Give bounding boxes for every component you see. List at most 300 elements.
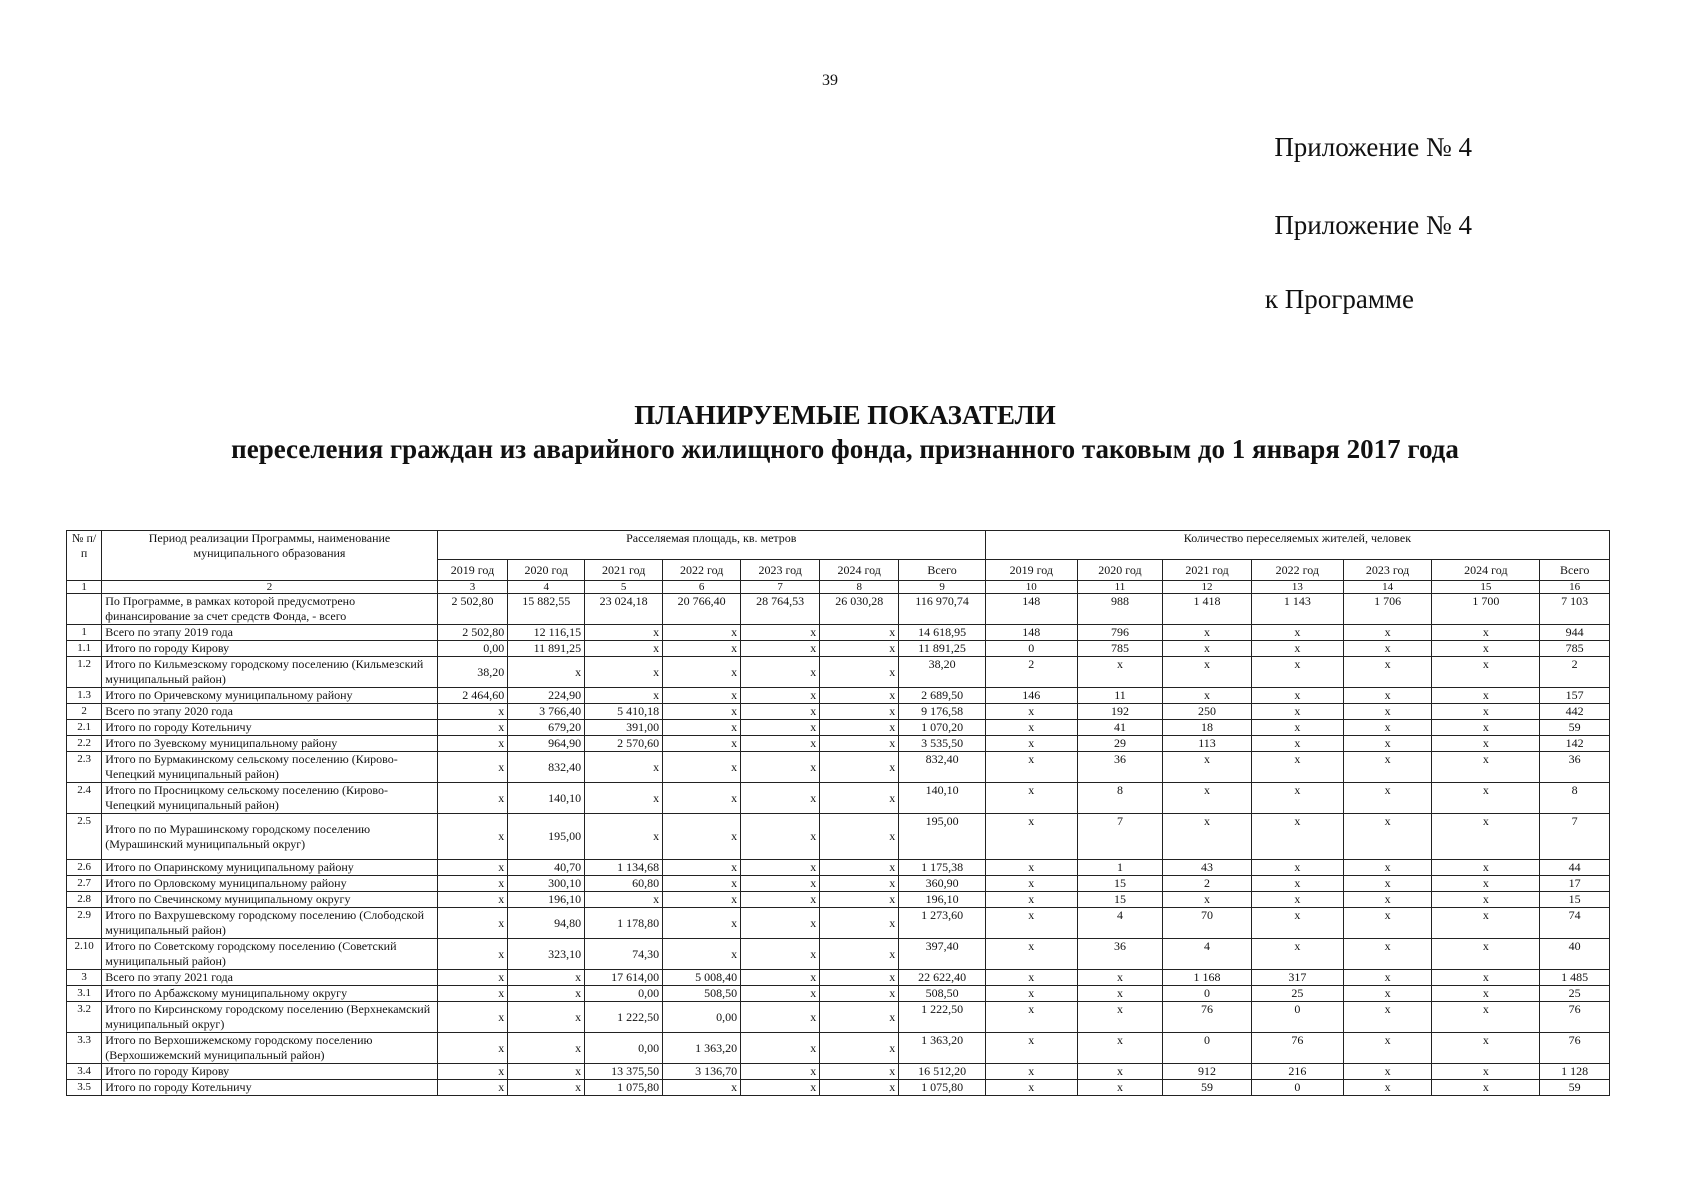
people-total-cell: 7 (1540, 814, 1610, 860)
area-cell: x (820, 970, 899, 986)
people-cell: 29 (1077, 736, 1162, 752)
column-number: 5 (585, 581, 663, 594)
row-number: 2 (67, 704, 102, 720)
area-cell: x (508, 970, 585, 986)
column-number: 3 (437, 581, 508, 594)
area-total-cell: 1 175,38 (899, 860, 986, 876)
table-row (67, 783, 1610, 814)
area-total-cell: 1 070,20 (899, 720, 986, 736)
row-number: 3.5 (67, 1080, 102, 1096)
people-cell: 11 (1077, 688, 1162, 704)
people-cell: 2 (1163, 876, 1252, 892)
column-number: 15 (1432, 581, 1540, 594)
people-total-cell: 15 (1540, 892, 1610, 908)
people-cell: x (1077, 1033, 1162, 1064)
people-cell: x (1432, 688, 1540, 704)
table-row (67, 939, 1610, 970)
area-cell: x (820, 1080, 899, 1096)
people-cell: 1 143 (1251, 594, 1343, 625)
area-cell: x (437, 1064, 508, 1080)
area-cell: x (663, 688, 741, 704)
area-cell: x (820, 860, 899, 876)
area-cell: 1 222,50 (585, 1002, 663, 1033)
area-cell: x (741, 657, 820, 688)
people-cell: 15 (1077, 892, 1162, 908)
area-total-cell: 22 622,40 (899, 970, 986, 986)
area-cell: 391,00 (585, 720, 663, 736)
area-cell: x (820, 939, 899, 970)
people-cell: x (1343, 1080, 1432, 1096)
area-cell: x (741, 970, 820, 986)
people-cell: 15 (1077, 876, 1162, 892)
area-total-cell: 1 363,20 (899, 1033, 986, 1064)
area-cell: x (437, 860, 508, 876)
people-cell: x (1432, 892, 1540, 908)
people-cell: x (1251, 720, 1343, 736)
area-total-cell: 140,10 (899, 783, 986, 814)
area-cell: x (437, 970, 508, 986)
municipality-name: Итого по Кирсинскому городскому поселению (Верхнекамский муниципальный округ) (102, 1002, 437, 1033)
people-total-cell: 76 (1540, 1033, 1610, 1064)
area-cell: 12 116,15 (508, 625, 585, 641)
row-number: 2.7 (67, 876, 102, 892)
area-cell: 23 024,18 (585, 594, 663, 625)
area-cell: x (585, 814, 663, 860)
column-number: 1 (67, 581, 102, 594)
area-cell: x (663, 939, 741, 970)
people-cell: x (1343, 876, 1432, 892)
area-cell: x (663, 814, 741, 860)
municipality-name: Итого по Кильмезскому городскому поселению (Кильмезский муниципальный район) (102, 657, 437, 688)
area-cell: x (820, 1064, 899, 1080)
area-cell: 0,00 (585, 1033, 663, 1064)
column-number: 16 (1540, 581, 1610, 594)
area-total-cell: 11 891,25 (899, 641, 986, 657)
row-number: 2.3 (67, 752, 102, 783)
people-cell: x (1077, 986, 1162, 1002)
people-cell: x (1432, 986, 1540, 1002)
people-cell: x (1251, 908, 1343, 939)
area-cell: x (585, 657, 663, 688)
people-cell: x (985, 939, 1077, 970)
people-cell: 0 (1163, 1033, 1252, 1064)
area-cell: x (437, 720, 508, 736)
area-cell: x (741, 939, 820, 970)
people-cell: x (1432, 1080, 1540, 1096)
column-number: 13 (1251, 581, 1343, 594)
area-cell: x (585, 752, 663, 783)
area-total-cell: 9 176,58 (899, 704, 986, 720)
people-cell: x (1343, 657, 1432, 688)
people-cell: 4 (1163, 939, 1252, 970)
area-cell: x (508, 1002, 585, 1033)
people-cell: x (1432, 704, 1540, 720)
area-total-cell: 2 689,50 (899, 688, 986, 704)
people-cell: x (1077, 1080, 1162, 1096)
row-number: 3.2 (67, 1002, 102, 1033)
area-cell: x (663, 736, 741, 752)
people-cell: x (1432, 625, 1540, 641)
people-cell: x (1343, 736, 1432, 752)
header-people-year: 2021 год (1163, 560, 1252, 581)
municipality-name: Всего по этапу 2021 года (102, 970, 437, 986)
area-cell: x (820, 657, 899, 688)
people-cell: 70 (1163, 908, 1252, 939)
area-cell: x (437, 1002, 508, 1033)
header-area-year: 2019 год (437, 560, 508, 581)
column-number: 2 (102, 581, 437, 594)
header-area-year: 2020 год (508, 560, 585, 581)
people-cell: x (1432, 970, 1540, 986)
table-row (67, 814, 1610, 860)
area-cell: x (508, 1080, 585, 1096)
area-cell: x (585, 688, 663, 704)
area-cell: x (437, 1080, 508, 1096)
municipality-name: Итого по Вахрушевскому городскому поселению (Слободской муниципальный район) (102, 908, 437, 939)
people-cell: x (1432, 876, 1540, 892)
people-cell: x (1432, 657, 1540, 688)
people-cell: x (1343, 892, 1432, 908)
people-cell: 0 (1163, 986, 1252, 1002)
municipality-name: По Программе, в рамках которой предусмотрено финансирование за счет средств Фонда, - всего (102, 594, 437, 625)
column-number: 10 (985, 581, 1077, 594)
people-cell: x (985, 814, 1077, 860)
area-cell: x (820, 892, 899, 908)
table-row (67, 1064, 1610, 1080)
people-cell: x (1251, 876, 1343, 892)
people-cell: x (985, 1064, 1077, 1080)
people-total-cell: 944 (1540, 625, 1610, 641)
area-cell: 13 375,50 (585, 1064, 663, 1080)
area-cell: x (508, 657, 585, 688)
area-cell: x (741, 876, 820, 892)
column-number: 12 (1163, 581, 1252, 594)
area-cell: x (820, 1033, 899, 1064)
row-number: 1.2 (67, 657, 102, 688)
header-people-year: Всего (1540, 560, 1610, 581)
people-total-cell: 40 (1540, 939, 1610, 970)
people-cell: 1 418 (1163, 594, 1252, 625)
area-cell: 26 030,28 (820, 594, 899, 625)
people-total-cell: 59 (1540, 1080, 1610, 1096)
people-cell: 4 (1077, 908, 1162, 939)
area-cell: 17 614,00 (585, 970, 663, 986)
area-cell: x (508, 1033, 585, 1064)
area-cell: x (741, 892, 820, 908)
people-cell: x (1251, 688, 1343, 704)
header-people-year: 2019 год (985, 560, 1077, 581)
municipality-name: Итого по Бурмакинскому сельскому поселению (Кирово-Чепецкий муниципальный район) (102, 752, 437, 783)
area-cell: x (663, 892, 741, 908)
area-cell: x (663, 1080, 741, 1096)
area-cell: x (663, 783, 741, 814)
people-cell: x (985, 704, 1077, 720)
people-cell: x (1163, 814, 1252, 860)
people-cell: x (1343, 641, 1432, 657)
area-cell: x (741, 720, 820, 736)
area-cell: x (437, 908, 508, 939)
people-cell: 36 (1077, 939, 1162, 970)
people-cell: x (1432, 1064, 1540, 1080)
area-cell: 832,40 (508, 752, 585, 783)
people-total-cell: 36 (1540, 752, 1610, 783)
area-cell: x (820, 720, 899, 736)
people-cell: x (1251, 641, 1343, 657)
area-total-cell: 195,00 (899, 814, 986, 860)
people-cell: x (985, 783, 1077, 814)
area-cell: 2 570,60 (585, 736, 663, 752)
row-number: 3.3 (67, 1033, 102, 1064)
people-cell: x (985, 1002, 1077, 1033)
people-total-cell: 7 103 (1540, 594, 1610, 625)
people-cell: x (1251, 752, 1343, 783)
area-cell: x (741, 736, 820, 752)
people-cell: 1 706 (1343, 594, 1432, 625)
area-cell: 94,80 (508, 908, 585, 939)
row-number (67, 594, 102, 625)
people-cell: x (1077, 657, 1162, 688)
table-body (67, 594, 1610, 1096)
people-cell: 317 (1251, 970, 1343, 986)
area-cell: 140,10 (508, 783, 585, 814)
municipality-name: Итого по Зуевскому муниципальному району (102, 736, 437, 752)
row-number: 3.4 (67, 1064, 102, 1080)
row-number: 2.2 (67, 736, 102, 752)
area-cell: x (741, 1080, 820, 1096)
row-number: 2.4 (67, 783, 102, 814)
page-number: 39 (822, 72, 838, 89)
people-cell: x (1251, 814, 1343, 860)
row-number: 2.1 (67, 720, 102, 736)
area-cell: 679,20 (508, 720, 585, 736)
people-cell: x (985, 1033, 1077, 1064)
people-total-cell: 1 128 (1540, 1064, 1610, 1080)
people-cell: 41 (1077, 720, 1162, 736)
municipality-name: Итого по Просницкому сельскому поселению (Кирово-Чепецкий муниципальный район) (102, 783, 437, 814)
area-cell: x (741, 1064, 820, 1080)
area-cell: x (585, 625, 663, 641)
area-cell: x (820, 752, 899, 783)
area-total-cell: 508,50 (899, 986, 986, 1002)
people-cell: 76 (1163, 1002, 1252, 1033)
people-cell: x (1432, 752, 1540, 783)
people-cell: x (985, 1080, 1077, 1096)
people-cell: x (1251, 892, 1343, 908)
people-cell: x (1163, 657, 1252, 688)
document-title (0, 398, 1690, 466)
area-cell: 2 502,80 (437, 625, 508, 641)
area-cell: x (820, 814, 899, 860)
people-cell: 216 (1251, 1064, 1343, 1080)
area-cell: x (820, 736, 899, 752)
area-cell: x (585, 783, 663, 814)
people-cell: 988 (1077, 594, 1162, 625)
area-cell: x (663, 704, 741, 720)
area-cell: 196,10 (508, 892, 585, 908)
area-cell: x (437, 939, 508, 970)
people-cell: x (1077, 1002, 1162, 1033)
column-number: 8 (820, 581, 899, 594)
header-people-year: 2022 год (1251, 560, 1343, 581)
header-area-year: Всего (899, 560, 986, 581)
people-cell: x (1343, 704, 1432, 720)
municipality-name: Итого по Орловскому муниципальному району (102, 876, 437, 892)
people-cell: x (1432, 736, 1540, 752)
people-cell: x (1343, 1064, 1432, 1080)
indicators-table (66, 530, 1610, 1096)
area-cell: x (820, 688, 899, 704)
people-cell: 1 168 (1163, 970, 1252, 986)
area-cell: 0,00 (585, 986, 663, 1002)
people-cell: x (1432, 1033, 1540, 1064)
people-cell: 0 (1251, 1002, 1343, 1033)
area-cell: x (437, 876, 508, 892)
area-cell: x (437, 1033, 508, 1064)
people-cell: x (1432, 641, 1540, 657)
header-number: № п/п (67, 531, 102, 581)
area-cell: 0,00 (663, 1002, 741, 1033)
people-cell: 76 (1251, 1033, 1343, 1064)
people-cell: x (1343, 908, 1432, 939)
column-number: 9 (899, 581, 986, 594)
people-cell: 0 (985, 641, 1077, 657)
area-cell: x (741, 1033, 820, 1064)
people-cell: x (1343, 860, 1432, 876)
row-number: 3.1 (67, 986, 102, 1002)
people-cell: x (1343, 752, 1432, 783)
people-cell: 59 (1163, 1080, 1252, 1096)
area-cell: x (741, 814, 820, 860)
people-total-cell: 157 (1540, 688, 1610, 704)
people-total-cell: 785 (1540, 641, 1610, 657)
table-row (67, 594, 1610, 625)
people-cell: x (1432, 1002, 1540, 1033)
people-cell: x (1251, 736, 1343, 752)
area-total-cell: 1 075,80 (899, 1080, 986, 1096)
appendix-program-label: к Программе (1264, 284, 1414, 314)
people-cell: x (985, 970, 1077, 986)
people-cell: 25 (1251, 986, 1343, 1002)
people-cell: 1 700 (1432, 594, 1540, 625)
municipality-name: Итого по Советскому городскому поселению (Советский муниципальный район) (102, 939, 437, 970)
table-row (67, 641, 1610, 657)
header-area-year: 2023 год (741, 560, 820, 581)
column-number: 4 (508, 581, 585, 594)
people-cell: x (1432, 814, 1540, 860)
table-row (67, 1080, 1610, 1096)
row-number: 2.10 (67, 939, 102, 970)
area-cell: x (663, 876, 741, 892)
table-row (67, 876, 1610, 892)
area-cell: x (437, 752, 508, 783)
people-cell: x (985, 720, 1077, 736)
header-area-group: Расселяемая площадь, кв. метров (437, 531, 985, 560)
table-header (67, 531, 1610, 594)
area-cell: 40,70 (508, 860, 585, 876)
area-cell: x (820, 986, 899, 1002)
people-cell: x (1163, 783, 1252, 814)
people-cell: 7 (1077, 814, 1162, 860)
area-cell: 0,00 (437, 641, 508, 657)
area-cell: x (820, 876, 899, 892)
row-number: 2.5 (67, 814, 102, 860)
people-cell: x (1163, 892, 1252, 908)
table-row (67, 688, 1610, 704)
area-cell: x (741, 752, 820, 783)
header-area-year: 2024 год (820, 560, 899, 581)
area-total-cell: 116 970,74 (899, 594, 986, 625)
people-total-cell: 442 (1540, 704, 1610, 720)
people-cell: x (1432, 720, 1540, 736)
area-cell: 1 134,68 (585, 860, 663, 876)
row-number: 2.8 (67, 892, 102, 908)
area-cell: x (585, 641, 663, 657)
header-people-year: 2020 год (1077, 560, 1162, 581)
area-cell: x (820, 641, 899, 657)
area-cell: 195,00 (508, 814, 585, 860)
people-total-cell: 59 (1540, 720, 1610, 736)
area-cell: x (741, 704, 820, 720)
area-cell: x (508, 1064, 585, 1080)
people-cell: x (1343, 783, 1432, 814)
appendix-label-repeat: Приложение № 4 (1274, 210, 1472, 240)
people-cell: 1 (1077, 860, 1162, 876)
area-cell: x (663, 720, 741, 736)
municipality-name: Итого по городу Кирову (102, 641, 437, 657)
area-cell: x (741, 625, 820, 641)
people-cell: x (985, 892, 1077, 908)
people-cell: x (1251, 704, 1343, 720)
people-cell: x (1163, 625, 1252, 641)
municipality-name: Итого по Оричевскому муниципальному району (102, 688, 437, 704)
area-cell: 20 766,40 (663, 594, 741, 625)
people-cell: x (1432, 783, 1540, 814)
people-cell: 785 (1077, 641, 1162, 657)
people-total-cell: 25 (1540, 986, 1610, 1002)
people-cell: x (1163, 752, 1252, 783)
people-cell: x (1343, 1002, 1432, 1033)
area-cell: 1 075,80 (585, 1080, 663, 1096)
people-cell: x (1343, 1033, 1432, 1064)
area-cell: 28 764,53 (741, 594, 820, 625)
people-cell: x (1343, 814, 1432, 860)
people-cell: 8 (1077, 783, 1162, 814)
area-cell: 60,80 (585, 876, 663, 892)
area-total-cell: 1 222,50 (899, 1002, 986, 1033)
row-number: 2.6 (67, 860, 102, 876)
area-cell: x (820, 704, 899, 720)
row-number: 1 (67, 625, 102, 641)
people-cell: 250 (1163, 704, 1252, 720)
column-number-row (67, 581, 1610, 594)
people-cell: 43 (1163, 860, 1252, 876)
people-total-cell: 17 (1540, 876, 1610, 892)
people-cell: x (1163, 641, 1252, 657)
table-row (67, 752, 1610, 783)
municipality-name: Итого по Опаринскому муниципальному району (102, 860, 437, 876)
area-cell: x (508, 986, 585, 1002)
table-row (67, 892, 1610, 908)
area-cell: 3 136,70 (663, 1064, 741, 1080)
table-row (67, 736, 1610, 752)
area-cell: x (663, 625, 741, 641)
table-row (67, 908, 1610, 939)
people-total-cell: 2 (1540, 657, 1610, 688)
area-cell: 11 891,25 (508, 641, 585, 657)
people-total-cell: 44 (1540, 860, 1610, 876)
table-row (67, 625, 1610, 641)
area-cell: 224,90 (508, 688, 585, 704)
